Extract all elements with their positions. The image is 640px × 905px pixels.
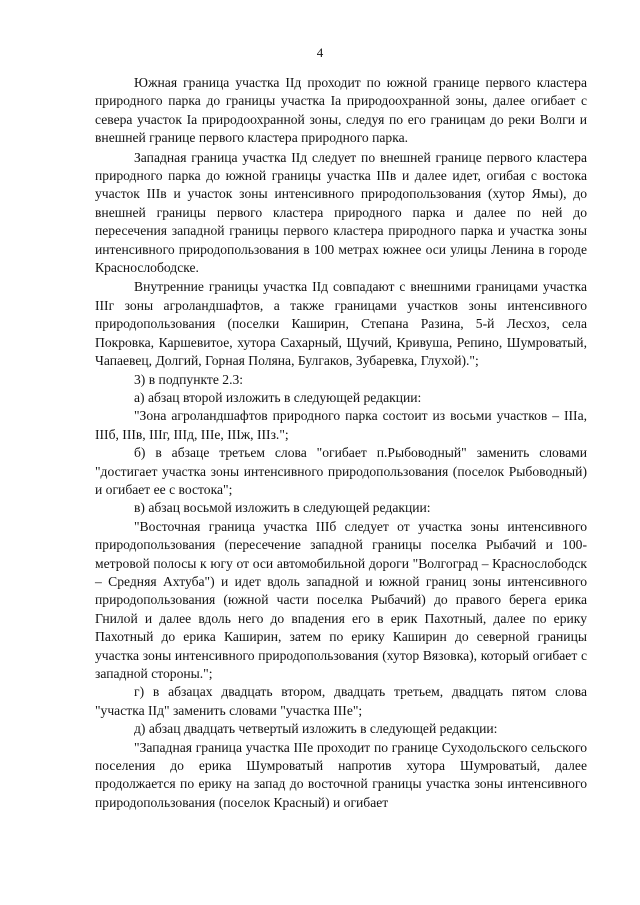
paragraph-inner-borders-IId: Внутренние границы участка IIд совпадают с внешними границами участка IIIг зоны агроландшафтов, а также границами участков зоны интенсивного природопользования (поселки Каширин, Степана Разина, 5-й Лесхоз, села Покровка, Каршевитое, хутора Сахарный, Щучий, Кривуша, Репино, Шумроватый, Чапаевец, Долгий, Горная Поляна, Булгаков, Зубаревка, Глухой).";	[95, 279, 587, 369]
paragraph-west-border-IId: Западная граница участка IIд следует по внешней границе первого кластера природного парка до южной границы участка IIIв и далее идет, огибая с востока участок IIIв и участок зоны интенсивного природопользования (хутор Ямы), до внешней границы первого кластера природного парка и далее по ней до пересечения западной границы первого кластера природного парка и участка зоны интенсивного природопользования в 100 метрах южнее оси улицы Ленина в городе Краснослободске.	[95, 149, 587, 276]
document-body	[95, 73, 587, 812]
paragraph-east-border-IIIb: "Восточная граница участка IIIб следует от участка зоны интенсивного природопользования (пересечение западной границы поселка Рыбачий и 100-метровой полосы к югу от оси автомобильной дороги "Волгоград – Краснослободск – Средняя Ахтуба") и идет вдоль западной и южной границ зоны интенсивного природопользования (южной части поселка Рыбачий) до правого берега ерика Гнилой и далее вдоль него до впадения его в ерик Пахотный, далее по ерику Пахотный до ерика Каширин, затем по ерику Каширин до северной границы участка зоны интенсивного природопользования (хутор Вязовка), который огибает с западной стороны.";	[95, 518, 587, 681]
paragraph-item-a: а) абзац второй изложить в следующей редакции:	[134, 389, 422, 405]
paragraph-item-v: в) абзац восьмой изложить в следующей редакции:	[134, 500, 431, 516]
paragraph-item-g: г) в абзацах двадцать втором, двадцать третьем, двадцать пятом слова "участка IIд" заменить словами "участка IIIе";	[95, 684, 587, 718]
page-number: 4	[316, 45, 324, 60]
paragraph-agrolandscape-zone: "Зона агроландшафтов природного парка состоит из восьми участков – IIIа, IIIб, IIIв, IIIг, IIIд, IIIе, IIIж, IIIз.";	[95, 408, 587, 442]
paragraph-subpoint-2-3: 3) в подпункте 2.3:	[134, 371, 244, 387]
paragraph-item-b: б) в абзаце третьем слова "огибает п.Рыбоводный" заменить словами "достигает участка зоны интенсивного природопользования (поселок Рыбоводный) и огибает ее с востока";	[95, 445, 587, 497]
paragraph-west-border-IIIe: "Западная граница участка IIIе проходит по границе Суходольского сельского поселения до ерика Шумроватый напротив хутора Шумроватый, далее продолжается по ерику на запад до восточной границы участка зоны интенсивного природопользования (поселок Красный) и огибает	[95, 739, 587, 810]
paragraph-south-border-IId: Южная граница участка IIд проходит по южной границе первого кластера природного парка до границы участка Iа природоохранной зоны, далее огибает с севера участок Iа природоохранной зоны, следуя по его границам до реки Волги и внешней границе первого кластера природного парка.	[95, 75, 587, 146]
paragraph-item-d: д) абзац двадцать четвертый изложить в следующей редакции:	[134, 721, 498, 737]
